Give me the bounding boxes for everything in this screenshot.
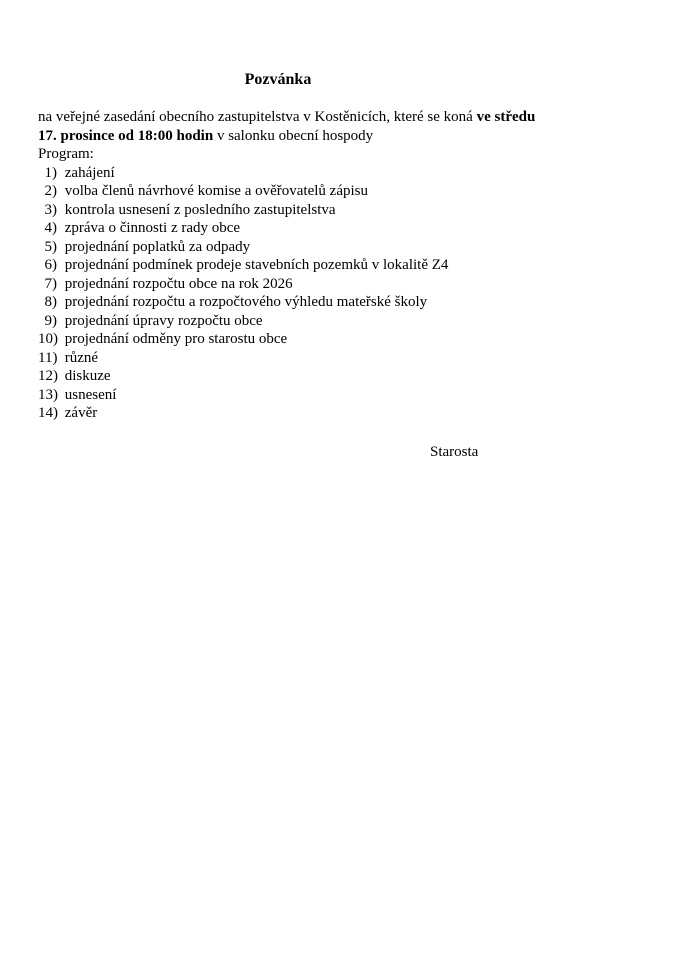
program-item (38, 367, 638, 386)
program-item-number: 7) (44, 275, 57, 292)
program-item (38, 293, 638, 312)
program-item-text: projednání odměny pro starostu obce (61, 331, 288, 347)
program-item-text: projednání podmínek prodeje stavebních pozemků v lokalitě Z4 (61, 257, 449, 273)
program-item (38, 201, 638, 220)
document-body (38, 108, 638, 423)
program-item-number: 5) (44, 238, 57, 255)
program-item (38, 275, 638, 294)
program-item-text: projednání poplatků za odpady (61, 238, 251, 255)
program-item-number: 14) (38, 405, 58, 421)
program-item (38, 238, 638, 257)
program-item-number: 6) (44, 257, 57, 273)
program-item-text: zpráva o činnosti z rady obce (61, 220, 241, 236)
program-item (38, 386, 638, 405)
intro-text-bold: 17. prosince od 18:00 hodin (38, 127, 214, 144)
program-item (38, 182, 638, 201)
program-item (38, 312, 638, 331)
program-item (38, 404, 638, 423)
program-item-number: 12) (38, 368, 58, 384)
program-item-text: projednání úpravy rozpočtu obce (61, 312, 263, 329)
program-item (38, 219, 638, 238)
program-item-number: 3) (44, 201, 57, 218)
program-item-text: závěr (61, 405, 98, 421)
program-item-text: projednání rozpočtu obce na rok 2026 (61, 275, 293, 292)
program-item-number: 13) (38, 386, 58, 403)
program-item (38, 164, 638, 183)
program-item (38, 330, 638, 349)
intro-text: v salonku obecní hospody (213, 127, 374, 144)
intro-paragraph (38, 108, 638, 145)
program-item-text: kontrola usnesení z posledního zastupitelstva (61, 201, 336, 218)
program-item-text: volba členů návrhové komise a ověřovatelů zápisu (61, 183, 368, 199)
program-item (38, 349, 638, 368)
signature: Starosta (430, 444, 479, 460)
program-item-text: projednání rozpočtu a rozpočtového výhledu mateřské školy (61, 294, 428, 310)
program-item-number: 9) (44, 312, 57, 329)
program-item-text: usnesení (61, 386, 117, 403)
program-item-text: zahájení (61, 164, 115, 181)
program-item-number: 11) (38, 349, 58, 366)
program-item-text: různé (61, 349, 99, 366)
program-list (38, 164, 638, 423)
document-title: Pozvánka (244, 71, 312, 88)
program-item-text: diskuze (61, 368, 111, 384)
program-item-number: 2) (44, 183, 57, 199)
program-item-number: 10) (38, 331, 58, 347)
intro-text: na veřejné zasedání obecního zastupitelstva v Kostěnicích, které se koná (38, 109, 477, 125)
program-item (38, 256, 638, 275)
intro-text-bold: ve středu (476, 109, 536, 125)
program-item-number: 4) (44, 220, 57, 236)
program-label: Program: (38, 146, 94, 162)
program-item-number: 1) (44, 164, 57, 181)
program-item-number: 8) (44, 294, 57, 310)
